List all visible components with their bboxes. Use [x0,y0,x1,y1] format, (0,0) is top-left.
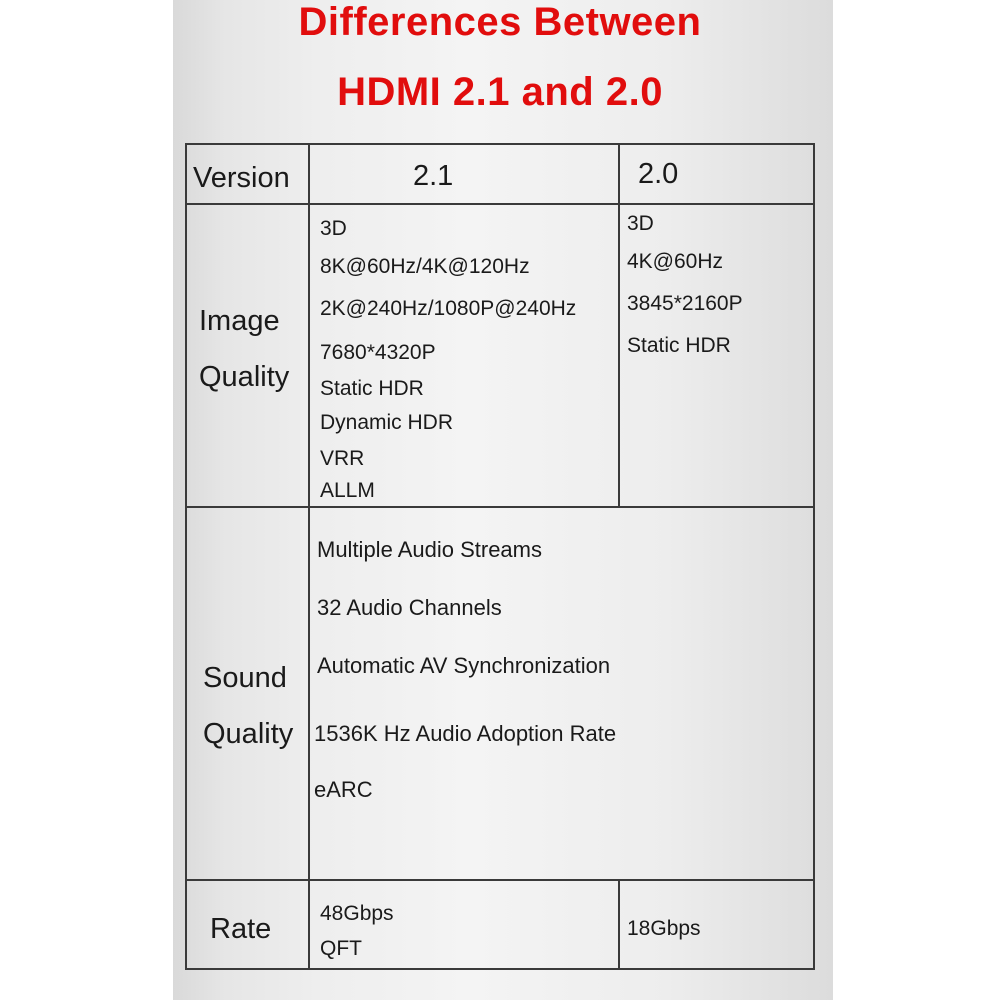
iq-20-item: 3845*2160P [627,292,743,315]
sq-item: Automatic AV Synchronization [317,653,611,678]
table-border-top [185,143,815,145]
title-line-1: Differences Between [298,0,702,44]
sq-item: eARC [314,777,373,802]
row-divider-image [185,506,815,508]
sq-item: 1536K Hz Audio Adoption Rate [314,721,617,746]
column-divider-label [308,143,310,970]
table-border-left [185,143,187,970]
image-quality-label-line1: Image [199,305,280,337]
iq-21-item: 2K@240Hz/1080P@240Hz [320,297,577,320]
column-divider-versions-top [618,143,620,508]
sq-item: 32 Audio Channels [317,595,502,620]
rate-21-item: 48Gbps [320,902,394,925]
iq-21-item: Static HDR [320,377,424,400]
iq-20-item: 4K@60Hz [627,250,724,273]
row-divider-header [185,203,815,205]
iq-21-item: Dynamic HDR [320,411,454,434]
rate-21-item: QFT [320,937,362,960]
iq-21-item: ALLM [320,479,375,502]
rate-label: Rate [210,913,272,945]
header-version-label: Version [193,162,290,194]
sound-quality-label-line2: Quality [203,718,294,750]
iq-21-item: VRR [320,447,365,470]
table-border-right [813,143,815,970]
rate-20-value: 18Gbps [627,917,701,940]
iq-20-item: Static HDR [627,334,731,357]
iq-21-item: 3D [320,217,347,240]
sq-item: Multiple Audio Streams [317,537,542,562]
sound-quality-label-line1: Sound [203,662,287,694]
iq-20-item: 3D [627,212,654,235]
image-quality-label-line2: Quality [199,361,290,393]
column-divider-versions-bottom [618,879,620,970]
header-col-2-1: 2.1 [413,160,454,192]
header-col-2-0: 2.0 [638,158,679,190]
iq-21-item: 8K@60Hz/4K@120Hz [320,255,530,278]
title-line-2: HDMI 2.1 and 2.0 [337,70,663,114]
row-divider-sound [185,879,815,881]
table-border-bottom [185,968,815,970]
iq-21-item: 7680*4320P [320,341,436,364]
